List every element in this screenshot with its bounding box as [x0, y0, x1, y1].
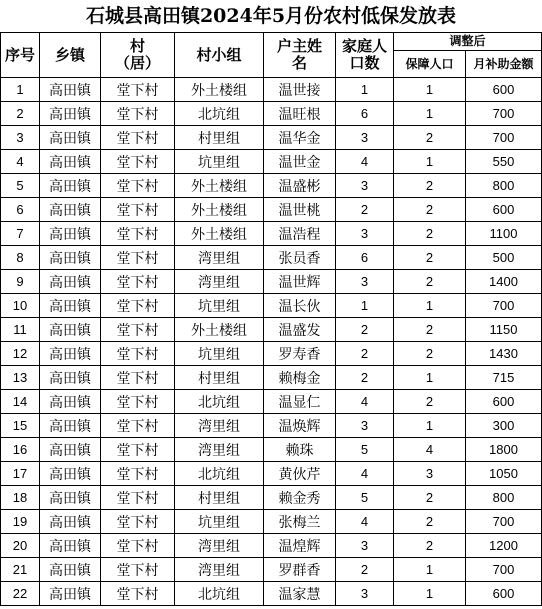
- cell-seq: 4: [1, 150, 40, 174]
- cell-group: 湾里组: [175, 438, 264, 462]
- cell-head: 温华金: [264, 126, 336, 150]
- cell-village: 堂下村: [101, 222, 175, 246]
- cell-village: 堂下村: [101, 510, 175, 534]
- cell-seq: 14: [1, 390, 40, 414]
- table-row: [1, 582, 542, 606]
- subsidy-table: [0, 32, 542, 606]
- cell-insured: 1: [394, 78, 466, 102]
- cell-village: 堂下村: [101, 486, 175, 510]
- cell-township: 高田镇: [40, 438, 101, 462]
- table-row: [1, 126, 542, 150]
- cell-subsidy: 1100: [466, 222, 542, 246]
- cell-family: 1: [336, 78, 394, 102]
- cell-group: 坑里组: [175, 510, 264, 534]
- cell-family: 3: [336, 534, 394, 558]
- cell-village: 堂下村: [101, 126, 175, 150]
- cell-head: 赖金秀: [264, 486, 336, 510]
- cell-subsidy: 715: [466, 366, 542, 390]
- cell-seq: 22: [1, 582, 40, 606]
- table-row: [1, 246, 542, 270]
- table-row: [1, 558, 542, 582]
- cell-insured: 1: [394, 102, 466, 126]
- cell-subsidy: 1150: [466, 318, 542, 342]
- cell-head: 温世金: [264, 150, 336, 174]
- cell-group: 湾里组: [175, 534, 264, 558]
- cell-head: 张梅兰: [264, 510, 336, 534]
- cell-group: 外土楼组: [175, 78, 264, 102]
- cell-subsidy: 1430: [466, 342, 542, 366]
- cell-family: 3: [336, 126, 394, 150]
- cell-township: 高田镇: [40, 150, 101, 174]
- table-row: [1, 342, 542, 366]
- cell-group: 湾里组: [175, 558, 264, 582]
- cell-head: 温世接: [264, 78, 336, 102]
- cell-village: 堂下村: [101, 78, 175, 102]
- cell-group: 坑里组: [175, 294, 264, 318]
- cell-family: 3: [336, 270, 394, 294]
- cell-subsidy: 1400: [466, 270, 542, 294]
- cell-seq: 2: [1, 102, 40, 126]
- cell-head: 赖珠: [264, 438, 336, 462]
- cell-family: 4: [336, 390, 394, 414]
- cell-family: 2: [336, 558, 394, 582]
- header-village: [101, 33, 175, 78]
- cell-group: 坑里组: [175, 150, 264, 174]
- cell-township: 高田镇: [40, 294, 101, 318]
- cell-subsidy: 300: [466, 414, 542, 438]
- header-insured: 保障人口: [394, 51, 466, 78]
- cell-seq: 1: [1, 78, 40, 102]
- cell-family: 4: [336, 150, 394, 174]
- cell-seq: 16: [1, 438, 40, 462]
- cell-group: 湾里组: [175, 246, 264, 270]
- cell-family: 1: [336, 294, 394, 318]
- cell-head: 罗寿香: [264, 342, 336, 366]
- table-row: [1, 174, 542, 198]
- header-head: [264, 33, 336, 78]
- cell-seq: 13: [1, 366, 40, 390]
- cell-seq: 10: [1, 294, 40, 318]
- header-village-line1: 村: [129, 37, 145, 55]
- cell-township: 高田镇: [40, 486, 101, 510]
- header-group: 村小组: [175, 33, 264, 78]
- cell-group: 北坑组: [175, 462, 264, 486]
- header-head-line1: 户主姓: [276, 37, 322, 55]
- cell-village: 堂下村: [101, 582, 175, 606]
- cell-township: 高田镇: [40, 558, 101, 582]
- cell-insured: 2: [394, 510, 466, 534]
- cell-seq: 20: [1, 534, 40, 558]
- cell-insured: 2: [394, 222, 466, 246]
- table-row: [1, 510, 542, 534]
- cell-village: 堂下村: [101, 558, 175, 582]
- header-family-line1: 家庭人: [341, 37, 387, 55]
- table-row: [1, 102, 542, 126]
- table-row: [1, 486, 542, 510]
- cell-township: 高田镇: [40, 174, 101, 198]
- cell-group: 坑里组: [175, 342, 264, 366]
- cell-subsidy: 1200: [466, 534, 542, 558]
- cell-township: 高田镇: [40, 462, 101, 486]
- cell-subsidy: 500: [466, 246, 542, 270]
- cell-family: 5: [336, 486, 394, 510]
- cell-family: 5: [336, 438, 394, 462]
- cell-group: 外土楼组: [175, 222, 264, 246]
- table-row: [1, 294, 542, 318]
- cell-family: 2: [336, 342, 394, 366]
- header-township: 乡镇: [40, 33, 101, 78]
- cell-head: 温显仁: [264, 390, 336, 414]
- cell-family: 2: [336, 198, 394, 222]
- cell-village: 堂下村: [101, 534, 175, 558]
- cell-insured: 3: [394, 462, 466, 486]
- cell-subsidy: 1050: [466, 462, 542, 486]
- cell-insured: 2: [394, 174, 466, 198]
- cell-head: 黄伙芹: [264, 462, 336, 486]
- cell-subsidy: 700: [466, 510, 542, 534]
- cell-subsidy: 600: [466, 78, 542, 102]
- cell-township: 高田镇: [40, 414, 101, 438]
- table-row: [1, 150, 542, 174]
- cell-seq: 3: [1, 126, 40, 150]
- cell-seq: 21: [1, 558, 40, 582]
- header-village-line2: （居）: [114, 54, 160, 72]
- table-row: [1, 534, 542, 558]
- cell-seq: 15: [1, 414, 40, 438]
- cell-subsidy: 600: [466, 198, 542, 222]
- table-row: [1, 462, 542, 486]
- cell-insured: 2: [394, 246, 466, 270]
- table-row: [1, 198, 542, 222]
- cell-insured: 1: [394, 558, 466, 582]
- cell-village: 堂下村: [101, 270, 175, 294]
- cell-subsidy: 700: [466, 558, 542, 582]
- cell-insured: 4: [394, 438, 466, 462]
- header-adjusted: 调整后: [394, 33, 542, 51]
- cell-insured: 1: [394, 366, 466, 390]
- cell-family: 3: [336, 582, 394, 606]
- cell-group: 湾里组: [175, 270, 264, 294]
- table-row: [1, 318, 542, 342]
- cell-subsidy: 700: [466, 294, 542, 318]
- cell-subsidy: 1800: [466, 438, 542, 462]
- cell-family: 3: [336, 174, 394, 198]
- header-seq: 序号: [1, 33, 40, 78]
- cell-group: 北坑组: [175, 582, 264, 606]
- cell-township: 高田镇: [40, 270, 101, 294]
- header-row: [1, 33, 542, 51]
- cell-subsidy: 700: [466, 102, 542, 126]
- cell-subsidy: 700: [466, 126, 542, 150]
- header-head-line2: 名: [291, 54, 307, 72]
- cell-head: 张员香: [264, 246, 336, 270]
- cell-group: 北坑组: [175, 390, 264, 414]
- cell-family: 6: [336, 102, 394, 126]
- cell-township: 高田镇: [40, 318, 101, 342]
- table-row: [1, 438, 542, 462]
- cell-township: 高田镇: [40, 582, 101, 606]
- cell-township: 高田镇: [40, 390, 101, 414]
- cell-family: 4: [336, 510, 394, 534]
- cell-insured: 1: [394, 294, 466, 318]
- cell-group: 北坑组: [175, 102, 264, 126]
- cell-township: 高田镇: [40, 246, 101, 270]
- page-title: 石城县高田镇2024年5月份农村低保发放表: [85, 5, 457, 27]
- cell-family: 6: [336, 246, 394, 270]
- cell-insured: 2: [394, 390, 466, 414]
- cell-township: 高田镇: [40, 534, 101, 558]
- cell-insured: 1: [394, 582, 466, 606]
- cell-village: 堂下村: [101, 366, 175, 390]
- cell-township: 高田镇: [40, 198, 101, 222]
- cell-insured: 1: [394, 414, 466, 438]
- cell-insured: 2: [394, 270, 466, 294]
- cell-village: 堂下村: [101, 318, 175, 342]
- table-row: [1, 78, 542, 102]
- cell-subsidy: 800: [466, 486, 542, 510]
- cell-head: 温浩程: [264, 222, 336, 246]
- cell-insured: 2: [394, 126, 466, 150]
- cell-village: 堂下村: [101, 246, 175, 270]
- cell-township: 高田镇: [40, 510, 101, 534]
- cell-seq: 6: [1, 198, 40, 222]
- cell-seq: 19: [1, 510, 40, 534]
- cell-village: 堂下村: [101, 462, 175, 486]
- cell-family: 3: [336, 222, 394, 246]
- cell-village: 堂下村: [101, 294, 175, 318]
- cell-seq: 7: [1, 222, 40, 246]
- cell-seq: 17: [1, 462, 40, 486]
- cell-head: 赖梅金: [264, 366, 336, 390]
- cell-group: 外土楼组: [175, 318, 264, 342]
- cell-head: 温盛彬: [264, 174, 336, 198]
- cell-subsidy: 600: [466, 582, 542, 606]
- table-body: [1, 78, 542, 606]
- cell-head: 温旺根: [264, 102, 336, 126]
- cell-township: 高田镇: [40, 342, 101, 366]
- cell-village: 堂下村: [101, 390, 175, 414]
- cell-head: 温长伙: [264, 294, 336, 318]
- cell-family: 4: [336, 462, 394, 486]
- cell-seq: 12: [1, 342, 40, 366]
- table-row: [1, 270, 542, 294]
- cell-group: 村里组: [175, 126, 264, 150]
- cell-village: 堂下村: [101, 198, 175, 222]
- cell-seq: 9: [1, 270, 40, 294]
- cell-group: 湾里组: [175, 414, 264, 438]
- cell-village: 堂下村: [101, 414, 175, 438]
- cell-subsidy: 600: [466, 390, 542, 414]
- cell-head: 温家慧: [264, 582, 336, 606]
- cell-insured: 1: [394, 150, 466, 174]
- cell-group: 村里组: [175, 486, 264, 510]
- cell-insured: 2: [394, 342, 466, 366]
- cell-head: 温世桃: [264, 198, 336, 222]
- cell-seq: 8: [1, 246, 40, 270]
- cell-insured: 2: [394, 486, 466, 510]
- cell-township: 高田镇: [40, 102, 101, 126]
- cell-head: 温世辉: [264, 270, 336, 294]
- cell-township: 高田镇: [40, 222, 101, 246]
- cell-township: 高田镇: [40, 366, 101, 390]
- cell-head: 罗群香: [264, 558, 336, 582]
- cell-seq: 5: [1, 174, 40, 198]
- cell-group: 外土楼组: [175, 174, 264, 198]
- cell-family: 2: [336, 366, 394, 390]
- cell-family: 3: [336, 414, 394, 438]
- header-subsidy: 月补助金额: [466, 51, 542, 78]
- cell-subsidy: 800: [466, 174, 542, 198]
- cell-village: 堂下村: [101, 438, 175, 462]
- cell-head: 温煌辉: [264, 534, 336, 558]
- cell-group: 外土楼组: [175, 198, 264, 222]
- cell-group: 村里组: [175, 366, 264, 390]
- cell-subsidy: 550: [466, 150, 542, 174]
- header-family: [336, 33, 394, 78]
- table-row: [1, 390, 542, 414]
- cell-head: 温盛发: [264, 318, 336, 342]
- cell-insured: 2: [394, 198, 466, 222]
- cell-village: 堂下村: [101, 174, 175, 198]
- cell-village: 堂下村: [101, 150, 175, 174]
- cell-township: 高田镇: [40, 126, 101, 150]
- cell-seq: 11: [1, 318, 40, 342]
- header-family-line2: 口数: [349, 54, 380, 72]
- cell-township: 高田镇: [40, 78, 101, 102]
- cell-insured: 2: [394, 534, 466, 558]
- table-row: [1, 222, 542, 246]
- table-row: [1, 366, 542, 390]
- cell-village: 堂下村: [101, 342, 175, 366]
- cell-seq: 18: [1, 486, 40, 510]
- cell-head: 温焕辉: [264, 414, 336, 438]
- table-row: [1, 414, 542, 438]
- cell-family: 2: [336, 318, 394, 342]
- cell-insured: 2: [394, 318, 466, 342]
- cell-village: 堂下村: [101, 102, 175, 126]
